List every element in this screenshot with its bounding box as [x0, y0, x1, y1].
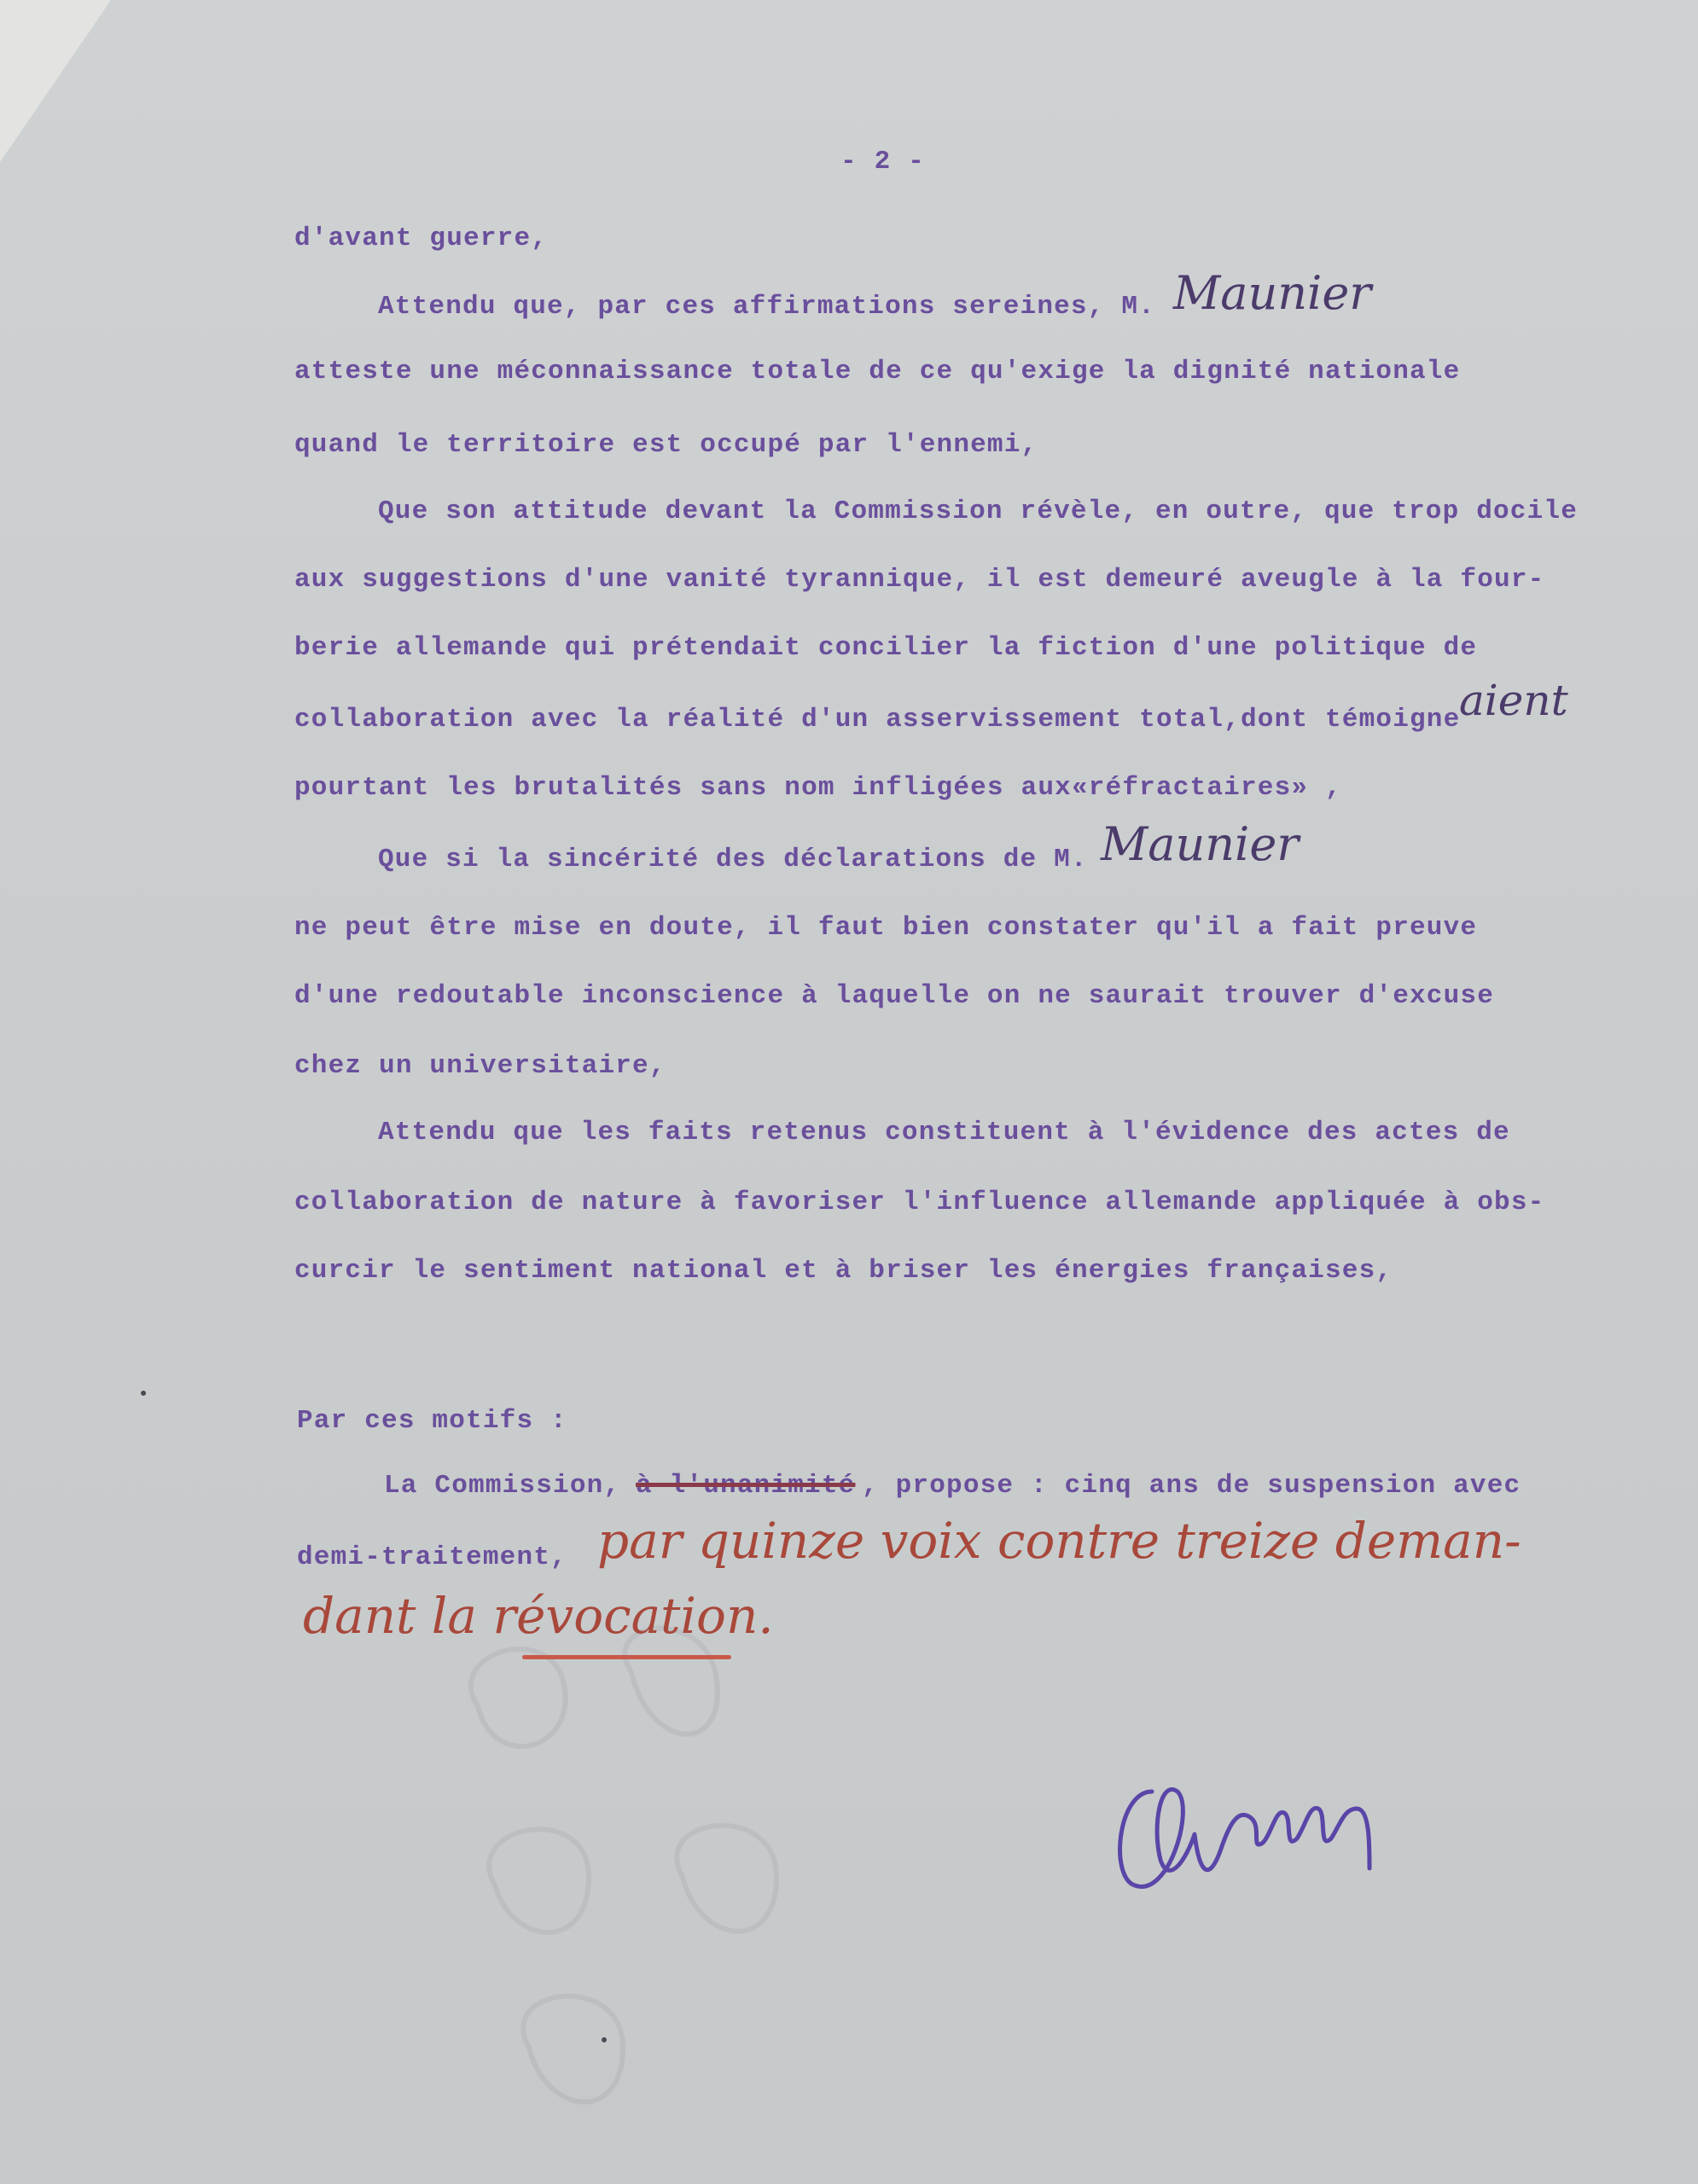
line-19: demi-traitement,: [297, 1542, 567, 1572]
line-7: berie allemande qui prétendait concilier la fiction d'une politique de: [294, 633, 1478, 663]
line-9: pourtant les brutalités sans nom infligées aux«réfractaires» ,: [294, 773, 1342, 803]
line-1: d'avant guerre,: [294, 224, 549, 253]
watermark-stamp: [427, 1604, 904, 2150]
line-15: collaboration de nature à favoriser l'influence allemande appliquée à obs-: [294, 1188, 1545, 1217]
folded-corner: [0, 0, 111, 162]
paper-speck: [141, 1391, 146, 1396]
line-12: d'une redoutable inconscience à laquelle on ne saurait trouver d'excuse: [294, 981, 1495, 1011]
line-2: Attendu que, par ces affirmations sereines, M.: [378, 292, 1155, 322]
line-17: Par ces motifs :: [297, 1406, 567, 1436]
handwritten-vote-line-2: dant la révocation.: [303, 1587, 774, 1645]
line-11: ne peut être mise en doute, il faut bien constater qu'il a fait preuve: [294, 913, 1478, 943]
signature: [1101, 1757, 1442, 1928]
handwritten-correction: aient: [1459, 676, 1568, 725]
line-4: quand le territoire est occupé par l'ennemi,: [294, 430, 1038, 460]
line-3: atteste une méconnaissance totale de ce qu'exige la dignité nationale: [294, 357, 1461, 386]
line-10: Que si la sincérité des déclarations de M.: [378, 845, 1088, 874]
line-18-end: , propose : cinq ans de suspension avec: [862, 1471, 1521, 1501]
handwritten-name: Maunier: [1173, 266, 1372, 320]
line-16: curcir le sentiment national et à briser les énergies françaises,: [294, 1256, 1393, 1286]
line-14: Attendu que les faits retenus constituent à l'évidence des actes de: [378, 1118, 1510, 1147]
handwritten-name-2: Maunier: [1101, 817, 1300, 871]
line-6: aux suggestions d'une vanité tyrannique, il est demeuré aveugle à la four-: [294, 565, 1545, 595]
line-5: Que son attitude devant la Commission révèle, en outre, que trop docile: [378, 497, 1579, 526]
red-underline: [522, 1655, 731, 1659]
handwritten-vote-line-1: par quinze voix contre treize deman-: [597, 1512, 1521, 1570]
page-number: - 2 -: [840, 147, 926, 177]
line-18-start: La Commission,: [384, 1471, 621, 1501]
line-8: collaboration avec la réalité d'un asservissement total,dont témoigne: [294, 705, 1461, 735]
line-13: chez un universitaire,: [294, 1051, 666, 1081]
struck-text: à l'unanimité: [636, 1471, 856, 1501]
paper-speck-2: [602, 2037, 607, 2042]
